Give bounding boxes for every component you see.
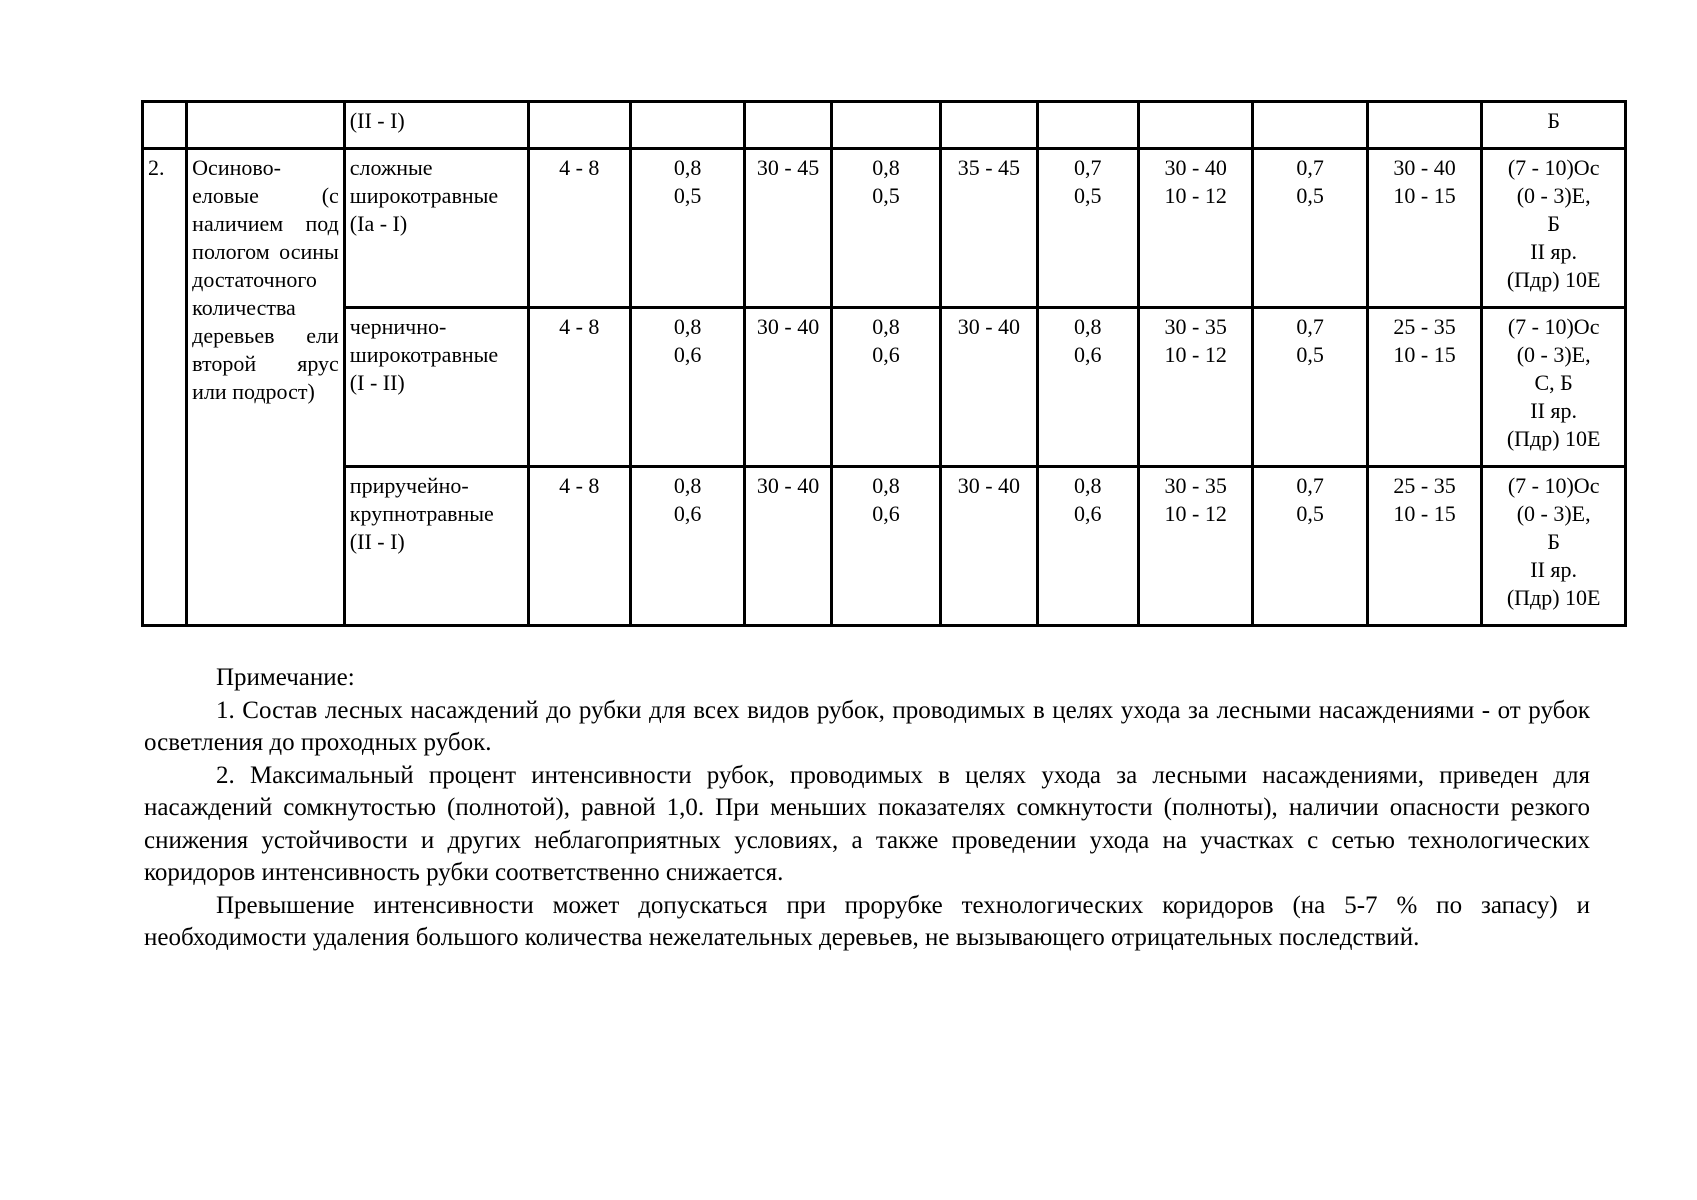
cell-line: (Пдр) 10Е bbox=[1506, 426, 1601, 451]
cell-line: 0,7 bbox=[1296, 473, 1324, 498]
cell-line: 0,7 bbox=[1296, 155, 1324, 180]
forest-type-cell bbox=[344, 467, 528, 626]
cell-line: II яр. bbox=[1530, 557, 1578, 582]
cell-line: 4 - 8 bbox=[559, 314, 600, 339]
intensity-cell bbox=[1367, 149, 1481, 308]
density-cell bbox=[1037, 308, 1138, 467]
table-cell bbox=[1367, 102, 1481, 149]
intensity-cell bbox=[745, 149, 831, 308]
cell-line: 10 - 15 bbox=[1393, 501, 1456, 526]
cell-line: 0,6 bbox=[673, 342, 702, 367]
cell-line: 0,8 bbox=[872, 473, 900, 498]
cell-line: 0,5 bbox=[1074, 183, 1102, 208]
cell-line: 0,5 bbox=[1296, 342, 1324, 367]
intensity-cell bbox=[1138, 149, 1252, 308]
intensity-cell bbox=[941, 467, 1037, 626]
cell-line: 0,5 bbox=[673, 183, 702, 208]
cell-line: II яр. bbox=[1530, 239, 1578, 264]
cell-line: 10 - 15 bbox=[1393, 342, 1456, 367]
cell-line: 0,6 bbox=[1074, 501, 1102, 526]
cell-line: (Ia - I) bbox=[349, 211, 408, 236]
cell-line: 0,8 bbox=[673, 314, 702, 339]
cell-line: С, Б bbox=[1534, 370, 1573, 395]
cell-line: Б bbox=[1547, 211, 1560, 236]
table-cell bbox=[1037, 102, 1138, 149]
cell-line: (7 - 10)Ос bbox=[1507, 314, 1600, 339]
cell-line: 0,5 bbox=[872, 183, 900, 208]
cell-line: сложные bbox=[349, 155, 433, 180]
notes-section bbox=[144, 662, 1590, 955]
table-row bbox=[143, 149, 1626, 308]
cell-line: 0,8 bbox=[673, 155, 702, 180]
cell-line: чернично- bbox=[349, 314, 447, 339]
cell-line: (Пдр) 10Е bbox=[1506, 585, 1601, 610]
density-cell bbox=[630, 467, 744, 626]
cell-line: 30 - 40 bbox=[756, 473, 820, 498]
intensity-cell bbox=[1138, 308, 1252, 467]
cell-line: 10 - 12 bbox=[1164, 183, 1227, 208]
table-cell bbox=[630, 102, 744, 149]
table-cell bbox=[187, 102, 345, 149]
cell-line: (I - II) bbox=[349, 370, 405, 395]
cell-line: 35 - 45 bbox=[957, 155, 1021, 180]
cell-line: 30 - 40 bbox=[1393, 155, 1456, 180]
table-cell bbox=[1138, 102, 1252, 149]
cell-line: 10 - 15 bbox=[1393, 183, 1456, 208]
intensity-cell bbox=[941, 149, 1037, 308]
cell-line: широкотравные bbox=[349, 183, 499, 208]
cell-line: 25 - 35 bbox=[1393, 314, 1456, 339]
cell-line: 30 - 40 bbox=[957, 314, 1021, 339]
cell-line: 0,8 bbox=[673, 473, 702, 498]
cell-line: 30 - 40 bbox=[1164, 155, 1227, 180]
cell-line: 25 - 35 bbox=[1393, 473, 1456, 498]
cell-line: (0 - 3)Е, bbox=[1516, 501, 1591, 526]
cell-line: (7 - 10)Ос bbox=[1507, 473, 1600, 498]
forest-type-cell: (II - I) bbox=[344, 102, 528, 149]
table-cell bbox=[831, 102, 940, 149]
note-item: 2. Максимальный процент интенсивности рубок, проводимых в целях ухода за лесными насаждениями, приведен для насаждений сомкнутостью (полнотой), равной 1,0. При меньших показателях сомкнутости (полноты), наличии опасности резкого снижения устойчивости и других неблагоприятных условиях, а также проведении ухода на участках с сетью технологических коридоров интенсивность рубки соответственно снижается. bbox=[144, 761, 1590, 886]
intensity-cell bbox=[745, 467, 831, 626]
table-cell bbox=[528, 102, 630, 149]
intensity-cell bbox=[745, 308, 831, 467]
density-cell bbox=[630, 308, 744, 467]
cell-line: Б bbox=[1547, 529, 1560, 554]
age-cell bbox=[528, 149, 630, 308]
cell-line: 4 - 8 bbox=[559, 155, 600, 180]
cell-line: 0,6 bbox=[872, 342, 900, 367]
cell-line: (0 - 3)Е, bbox=[1516, 183, 1591, 208]
cell-line: 30 - 40 bbox=[957, 473, 1021, 498]
intensity-cell bbox=[1367, 467, 1481, 626]
intensity-cell bbox=[941, 308, 1037, 467]
cell-line: 30 - 35 bbox=[1164, 473, 1227, 498]
cell-line: приручейно- bbox=[349, 473, 469, 498]
forest-thinning-table bbox=[141, 100, 1627, 627]
cell-line: 10 - 12 bbox=[1164, 342, 1227, 367]
density-cell bbox=[1037, 467, 1138, 626]
note-item: Превышение интенсивности может допускаться при прорубке технологических коридоров (на 5-7 % по запасу) и необходимости удаления большого количества нежелательных деревьев, не вызывающего отрицательных последствий. bbox=[144, 891, 1590, 951]
cell-line: 30 - 40 bbox=[756, 314, 820, 339]
cell-line: (II - I) bbox=[349, 529, 405, 554]
cell-line: широкотравные bbox=[349, 342, 499, 367]
cell-line: 0,7 bbox=[1296, 314, 1324, 339]
cell-line: II яр. bbox=[1530, 398, 1578, 423]
cell-line: 10 - 12 bbox=[1164, 501, 1227, 526]
forest-type-cell bbox=[344, 149, 528, 308]
note-item: 1. Состав лесных насаждений до рубки для всех видов рубок, проводимых в целях ухода за лесными насаждениями - от рубок осветления до проходных рубок. bbox=[144, 696, 1590, 756]
composition-cell bbox=[1482, 149, 1626, 308]
composition-cell bbox=[1482, 467, 1626, 626]
table-row bbox=[143, 102, 1626, 149]
cell-line: 0,7 bbox=[1074, 155, 1102, 180]
cell-line: (0 - 3)Е, bbox=[1516, 342, 1591, 367]
density-cell bbox=[831, 149, 940, 308]
cell-line: крупнотравные bbox=[349, 501, 494, 526]
cell-line: (Пдр) 10Е bbox=[1506, 267, 1601, 292]
notes-heading: Примечание: bbox=[216, 664, 355, 691]
table-row bbox=[143, 308, 1626, 467]
cell-line: 0,8 bbox=[872, 314, 900, 339]
species-group-cell: Осиново-еловые (с наличием под пологом осины достаточного количества деревьев ели второй ярус или подрост) bbox=[187, 149, 345, 626]
intensity-cell bbox=[1367, 308, 1481, 467]
cell-line: 4 - 8 bbox=[559, 473, 600, 498]
density-cell bbox=[630, 149, 744, 308]
cell-line: 0,6 bbox=[872, 501, 900, 526]
cell-line: 0,6 bbox=[673, 501, 702, 526]
cell-line: (7 - 10)Ос bbox=[1507, 155, 1600, 180]
table-row bbox=[143, 467, 1626, 626]
age-cell bbox=[528, 467, 630, 626]
density-cell bbox=[1253, 149, 1367, 308]
table-cell bbox=[745, 102, 831, 149]
age-cell bbox=[528, 308, 630, 467]
table-cell bbox=[1253, 102, 1367, 149]
density-cell bbox=[831, 308, 940, 467]
table-cell bbox=[143, 102, 187, 149]
cell-line: 0,5 bbox=[1296, 501, 1324, 526]
intensity-cell bbox=[1138, 467, 1252, 626]
cell-line: 0,8 bbox=[1074, 314, 1102, 339]
cell-line: 0,6 bbox=[1074, 342, 1102, 367]
composition-cell bbox=[1482, 308, 1626, 467]
cell-line: 30 - 45 bbox=[756, 155, 820, 180]
cell-line: 0,5 bbox=[1296, 183, 1324, 208]
density-cell bbox=[1253, 308, 1367, 467]
cell-line: 0,8 bbox=[1074, 473, 1102, 498]
density-cell bbox=[1253, 467, 1367, 626]
forest-type-cell bbox=[344, 308, 528, 467]
composition-cell: Б bbox=[1482, 102, 1626, 149]
cell-line: 0,8 bbox=[872, 155, 900, 180]
group-number-cell: 2. bbox=[143, 149, 187, 626]
table-cell bbox=[941, 102, 1037, 149]
density-cell bbox=[831, 467, 940, 626]
cell-line: 30 - 35 bbox=[1164, 314, 1227, 339]
density-cell bbox=[1037, 149, 1138, 308]
